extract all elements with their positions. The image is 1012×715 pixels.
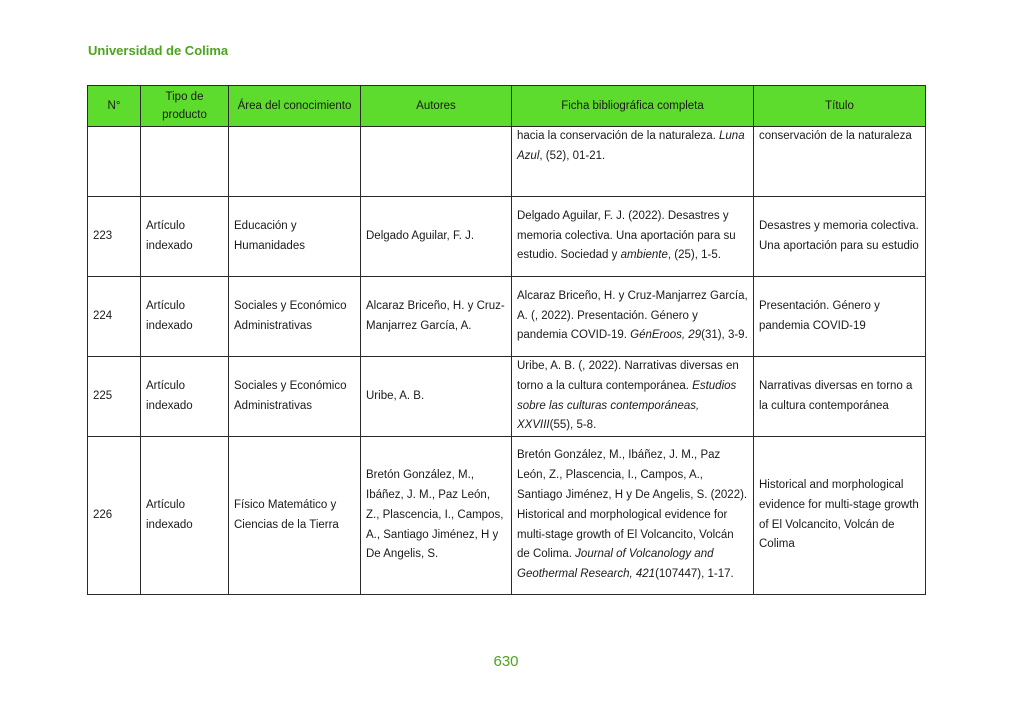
cell-area: Sociales y Económico Administrativas xyxy=(229,277,361,357)
ficha-text: Bretón González, M., Ibáñez, J. M., Paz León, Z., Plascencia, I., Campos, A., Santiago Jiménez, H y De Angelis, S. (2022). Historical and morphological evidence for multi-stage growth of El Volcancito, Volcán de Colima. xyxy=(517,449,748,561)
column-header-titulo: Título xyxy=(754,86,926,127)
cell-no xyxy=(88,127,141,197)
ficha-tail: (31), 3-9. xyxy=(701,329,748,342)
ficha-journal: Journal of Volcanology and Geothermal Research, 421 xyxy=(517,548,714,581)
column-header-area: Área del conocimiento xyxy=(229,86,361,127)
ficha-tail: , (52), 01-21. xyxy=(539,149,606,162)
ficha-journal: Estudios sobre las culturas contemporáneas, XXVIII xyxy=(517,379,737,432)
ficha-text: Alcaraz Briceño, H. y Cruz-Manjarrez García, A. (, 2022). Presentación. Género y pandemia COVID-19. xyxy=(517,289,748,342)
cell-autores: Delgado Aguilar, F. J. xyxy=(361,197,512,277)
cell-tipo: Artículo indexado xyxy=(141,437,229,595)
cell-autores xyxy=(361,127,512,197)
cell-no: 223 xyxy=(88,197,141,277)
cell-area xyxy=(229,127,361,197)
column-header-ficha: Ficha bibliográfica completa xyxy=(512,86,754,127)
cell-ficha xyxy=(512,197,754,277)
cell-autores: Alcaraz Briceño, H. y Cruz-Manjarrez García, A. xyxy=(361,277,512,357)
cell-titulo: conservación de la naturaleza xyxy=(754,127,926,197)
cell-titulo: Presentación. Género y pandemia COVID-19 xyxy=(754,277,926,357)
ficha-tail: , (25), 1-5. xyxy=(667,249,721,262)
ficha-text: hacia la conservación de la naturaleza. xyxy=(517,130,720,142)
cell-autores: Bretón González, M., Ibáñez, J. M., Paz León, Z., Plascencia, I., Campos, A., Santiago Jiménez, H y De Angelis, S. xyxy=(361,437,512,595)
table-row xyxy=(88,277,926,357)
cell-tipo: Artículo indexado xyxy=(141,197,229,277)
ficha-journal: ambiente xyxy=(620,249,668,262)
ficha-tail: (107447), 1-17. xyxy=(655,568,734,581)
cell-no: 226 xyxy=(88,437,141,595)
cell-no: 225 xyxy=(88,357,141,437)
cell-titulo: Desastres y memoria colectiva. Una aportación para su estudio xyxy=(754,197,926,277)
cell-ficha xyxy=(512,437,754,595)
column-header-tipo: Tipo de producto xyxy=(141,86,229,127)
cell-tipo xyxy=(141,127,229,197)
cell-ficha xyxy=(512,357,754,437)
table-row xyxy=(88,357,926,437)
table-row xyxy=(88,437,926,595)
cell-no: 224 xyxy=(88,277,141,357)
table-row-continuation xyxy=(88,127,926,197)
institution-header: Universidad de Colima xyxy=(88,43,229,58)
cell-titulo: Historical and morphological evidence for multi-stage growth of El Volcancito, Volcán de Colima xyxy=(754,437,926,595)
ficha-text: Uribe, A. B. (, 2022). Narrativas diversas en torno a la cultura contemporánea. xyxy=(517,360,739,392)
column-header-no: N° xyxy=(88,86,141,127)
cell-area: Sociales y Económico Administrativas xyxy=(229,357,361,437)
ficha-tail: (55), 5-8. xyxy=(549,419,597,432)
ficha-text: Delgado Aguilar, F. J. (2022). Desastres y memoria colectiva. Una aportación para su estudio. Sociedad y xyxy=(517,209,736,262)
cell-tipo: Artículo indexado xyxy=(141,357,229,437)
cell-area: Educación y Humanidades xyxy=(229,197,361,277)
table-row xyxy=(88,197,926,277)
ficha-journal: Luna Azul xyxy=(517,130,745,162)
cell-autores: Uribe, A. B. xyxy=(361,357,512,437)
cell-ficha xyxy=(512,127,754,197)
cell-tipo: Artículo indexado xyxy=(141,277,229,357)
cell-area: Físico Matemático y Ciencias de la Tierra xyxy=(229,437,361,595)
cell-ficha xyxy=(512,277,754,357)
page-number: 630 xyxy=(493,653,519,670)
table-header-row xyxy=(88,86,926,127)
cell-titulo: Narrativas diversas en torno a la cultura contemporánea xyxy=(754,357,926,437)
column-header-autores: Autores xyxy=(361,86,512,127)
ficha-journal: GénEroos, 29 xyxy=(630,329,702,342)
publications-table xyxy=(87,85,926,595)
